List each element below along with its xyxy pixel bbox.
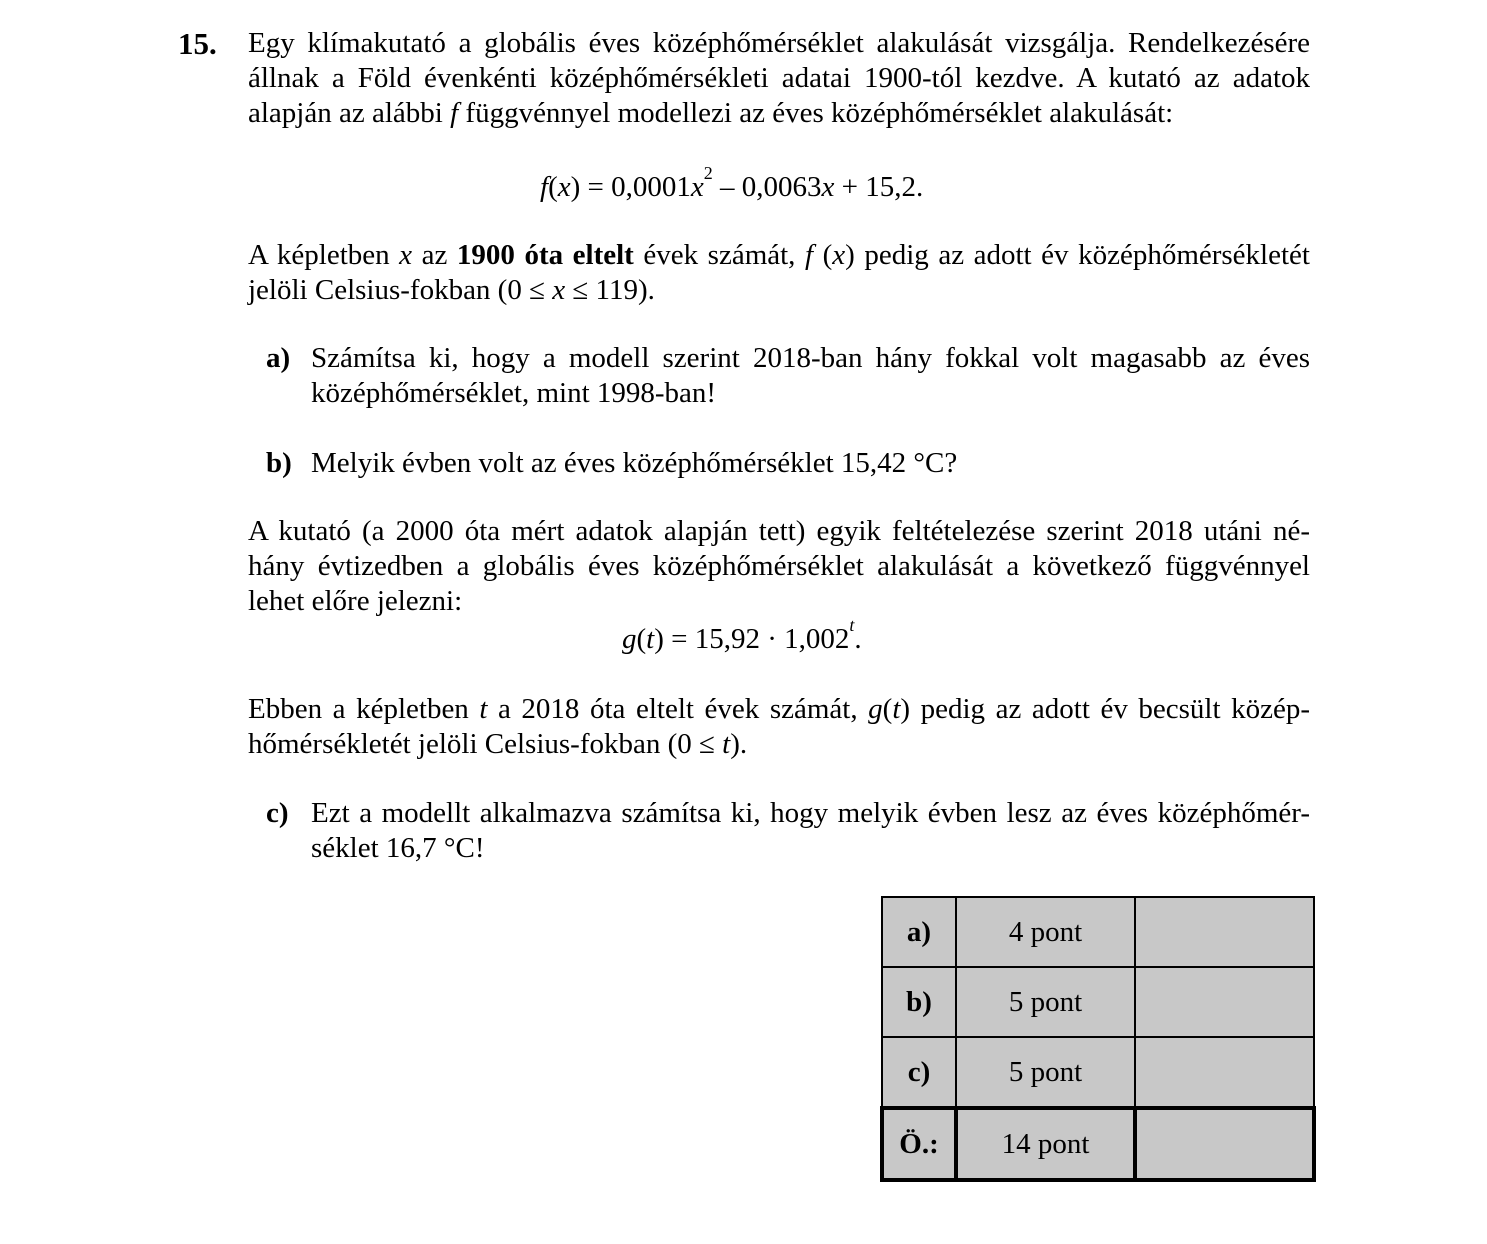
intro-line-3-var: f xyxy=(450,97,459,129)
score-earned-cell[interactable] xyxy=(1135,897,1314,967)
explain-f-p5: ) pedig az adott év középhőmérsékletét xyxy=(845,239,1310,271)
intro-line-3 xyxy=(248,96,1310,131)
explain-f-p1: A képletben xyxy=(248,239,400,271)
formula-f-x2: x xyxy=(821,171,835,203)
score-part-label: c) xyxy=(882,1037,956,1108)
intro-line-2: állnak a Föld évenkénti középhőmérsékleti adatai 1900-tól kezdve. A kutató az adatok xyxy=(248,62,1310,94)
explain-f-line-2 xyxy=(248,273,1310,308)
formula-g xyxy=(622,615,862,657)
intro2-line-2: hány évtizedben a globális éves középhőmérséklet alakulását a következő függvénnyel xyxy=(248,550,1310,582)
explain-f-xvar: x xyxy=(832,239,846,271)
explain-g-tvar: t xyxy=(892,693,901,725)
explain-f-l2b: ≤ 119). xyxy=(565,274,655,306)
explain-g-paragraph xyxy=(248,692,1310,762)
intro-line-3-a: alapján az alábbi xyxy=(248,97,451,129)
explain-f-p2: az xyxy=(412,239,457,271)
explain-g-l2var: t xyxy=(722,728,731,760)
explain-f-line-1 xyxy=(248,238,1310,273)
formula-g-exponent: t xyxy=(849,615,855,636)
explain-g-p1: Ebben a képletben xyxy=(248,693,480,725)
part-b xyxy=(266,446,1310,481)
formula-g-arg: t xyxy=(646,623,655,655)
intro-paragraph xyxy=(248,26,1310,131)
formula-f-mid: ) = 0,0001 xyxy=(570,171,691,203)
explain-g-l2a: hőmérsékletét jelöli Celsius-fokban (0 ≤ xyxy=(248,728,723,760)
explain-f-l2var: x xyxy=(552,274,566,306)
formula-f xyxy=(540,163,924,205)
explain-g-var: t xyxy=(479,693,488,725)
explain-g-l2b: ). xyxy=(730,728,748,760)
formula-g-open: ( xyxy=(636,623,647,655)
part-c-line-2: séklet 16,7 °C! xyxy=(311,832,485,864)
intro2-paragraph xyxy=(248,514,1310,619)
explain-f-bold: 1900 óta eltelt xyxy=(456,239,634,271)
score-row-a xyxy=(882,897,1314,967)
explain-g-line-2 xyxy=(248,727,1310,762)
score-row-total xyxy=(882,1108,1314,1180)
formula-f-x1: x xyxy=(690,171,704,203)
intro2-line-1: A kutató (a 2000 óta mért adatok alapján tett) egyik feltételezése szerint 2018 utáni né- xyxy=(248,515,1310,547)
explain-g-p3: ( xyxy=(882,693,893,725)
score-earned-cell[interactable] xyxy=(1135,1037,1314,1108)
problem-number: 15. xyxy=(178,26,217,61)
explain-g-line-1 xyxy=(248,692,1310,727)
score-table xyxy=(880,896,1316,1182)
formula-g-mid: ) = 15,92 · 1,002 xyxy=(654,623,850,655)
intro-line-1: Egy klímakutató a globális éves középhőmérséklet alakulását vizsgálja. Rendelkezésére xyxy=(248,27,1310,59)
formula-f-tail: + 15,2. xyxy=(834,171,924,203)
part-c xyxy=(266,796,1310,866)
intro2-line-3: lehet előre jelezni: xyxy=(248,585,463,617)
explain-f-l2a: jelöli Celsius-fokban (0 ≤ xyxy=(248,274,553,306)
formula-f-rest: – 0,0063 xyxy=(712,171,822,203)
score-earned-cell[interactable] xyxy=(1135,967,1314,1037)
formula-f-exponent: 2 xyxy=(703,163,713,184)
part-a-label: a) xyxy=(266,342,291,374)
intro-line-3-b: függvénnyel modellezi az éves középhőmérséklet alakulását: xyxy=(458,97,1174,129)
score-row-b xyxy=(882,967,1314,1037)
part-b-label: b) xyxy=(266,447,292,479)
part-c-line-1: Ezt a modellt alkalmazva számítsa ki, hogy melyik évben lesz az éves középhőmér- xyxy=(311,797,1310,829)
score-part-label: b) xyxy=(882,967,956,1037)
explain-f-var: x xyxy=(399,239,413,271)
formula-g-name: g xyxy=(622,623,637,655)
explain-g-p4: ) pedig az adott év becsült közép- xyxy=(900,693,1310,725)
part-a-line-1: Számítsa ki, hogy a modell szerint 2018-ban hány fokkal volt magasabb az éves xyxy=(311,342,1310,374)
formula-f-name: f xyxy=(540,171,549,203)
explain-g-gvar: g xyxy=(868,693,883,725)
part-b-line-1: Melyik évben volt az éves középhőmérséklet 15,42 °C? xyxy=(311,447,958,479)
score-points: 4 pont xyxy=(956,897,1135,967)
explain-g-p2: a 2018 óta eltelt évek számát, xyxy=(487,693,869,725)
part-a xyxy=(266,341,1310,411)
score-row-c xyxy=(882,1037,1314,1108)
formula-f-open: ( xyxy=(548,171,558,203)
score-total-points: 14 pont xyxy=(956,1108,1135,1180)
part-a-line-2: középhőmérséklet, mint 1998-ban! xyxy=(311,377,717,409)
formula-g-tail: . xyxy=(854,623,862,655)
explain-f-p3: évek számát, xyxy=(633,239,805,271)
score-points: 5 pont xyxy=(956,967,1135,1037)
explain-f-p4: ( xyxy=(813,239,833,271)
score-total-label: Ö.: xyxy=(882,1108,956,1180)
explain-f-paragraph xyxy=(248,238,1310,308)
score-total-earned-cell[interactable] xyxy=(1135,1108,1314,1180)
explain-f-fvar: f xyxy=(804,239,814,271)
formula-f-arg: x xyxy=(557,171,571,203)
score-points: 5 pont xyxy=(956,1037,1135,1108)
score-part-label: a) xyxy=(882,897,956,967)
part-c-label: c) xyxy=(266,797,289,829)
